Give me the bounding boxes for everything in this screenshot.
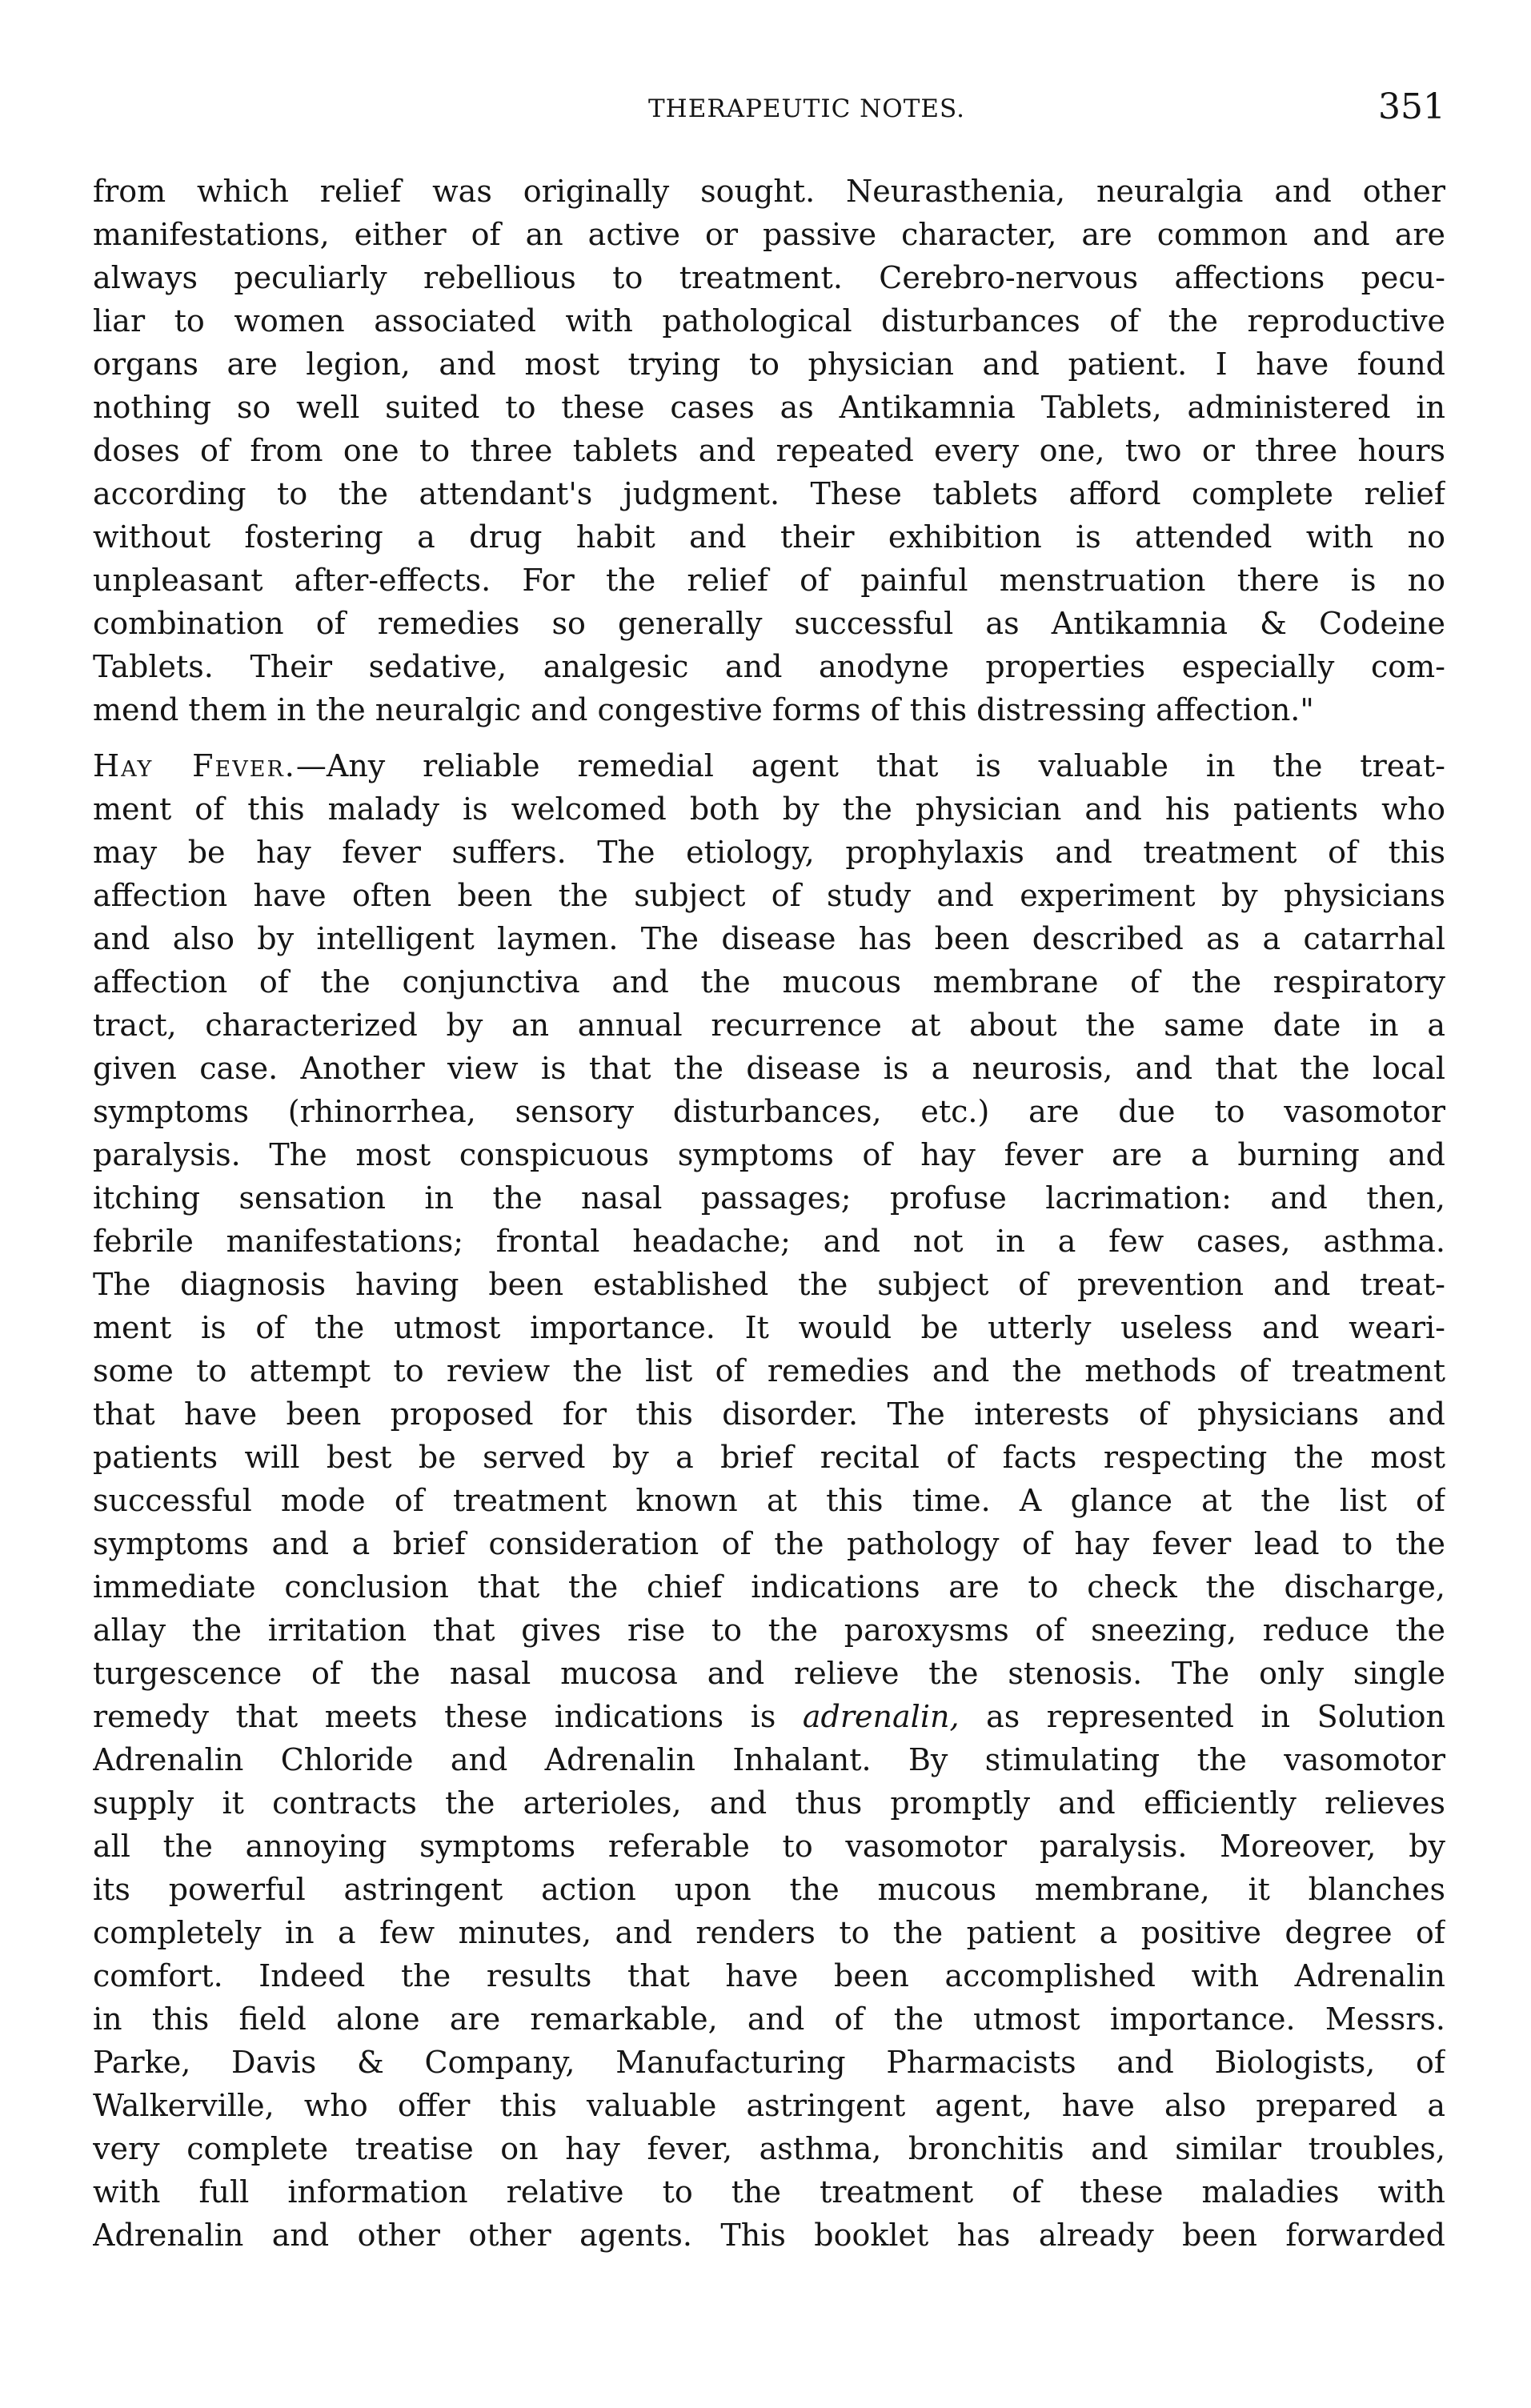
- text-run: remedy that meets these indications is: [93, 1699, 803, 1734]
- text-line: manifestations, either of an active or passive character, are common and are: [93, 217, 1445, 252]
- text-run: as represented in Solution: [959, 1699, 1445, 1734]
- text-line: ment is of the utmost importance. It would be utterly useless and weari-: [93, 1310, 1445, 1345]
- text-line: always peculiarly rebellious to treatment. Cerebro-nervous affections pecu-: [93, 260, 1445, 295]
- text-line: and also by intelligent laymen. The disease has been described as a catarrhal: [93, 921, 1445, 956]
- text-line: symptoms and a brief consideration of the pathology of hay fever lead to the: [93, 1526, 1445, 1561]
- paragraph-continuation: [93, 170, 1445, 731]
- text-line: some to attempt to review the list of remedies and the methods of treatment: [93, 1353, 1445, 1388]
- text-line: combination of remedies so generally successful as Antikamnia & Codeine: [93, 606, 1445, 641]
- text-line: mend them in the neuralgic and congestive forms of this distressing affection.": [93, 692, 1314, 727]
- text-line: tract, characterized by an annual recurrence at about the same date in a: [93, 1008, 1445, 1043]
- text-line: liar to women associated with pathological disturbances of the reproductive: [93, 303, 1445, 339]
- text-line: symptoms (rhinorrhea, sensory disturbances, etc.) are due to vasomotor: [93, 1094, 1445, 1129]
- text-line: organs are legion, and most trying to physician and patient. I have found: [93, 347, 1445, 382]
- text-line: supply it contracts the arterioles, and thus promptly and efficiently relieves: [93, 1785, 1445, 1821]
- text-line: may be hay fever suffers. The etiology, prophylaxis and treatment of this: [93, 835, 1445, 870]
- text-line: affection have often been the subject of study and experiment by physicians: [93, 878, 1445, 913]
- text-line: paralysis. The most conspicuous symptoms of hay fever are a burning and: [93, 1137, 1445, 1172]
- text-line: patients will best be served by a brief recital of facts respecting the most: [93, 1440, 1445, 1475]
- paragraph-hay-fever: [93, 744, 1445, 2257]
- section-heading: Hay Fever.: [93, 748, 296, 783]
- page-number: 351: [1378, 86, 1445, 127]
- text-line: unpleasant after-effects. For the relief of painful menstruation there is no: [93, 563, 1445, 598]
- text-line: Parke, Davis & Company, Manufacturing Pharmacists and Biologists, of: [93, 2045, 1445, 2080]
- text-line: completely in a few minutes, and renders to the patient a positive degree of: [93, 1915, 1445, 1950]
- text-line-with-heading: [93, 744, 1445, 787]
- text-line: comfort. Indeed the results that have been accomplished with Adrenalin: [93, 1958, 1445, 1993]
- text-line: ment of this malady is welcomed both by the physician and his patients who: [93, 791, 1445, 827]
- text-line: turgescence of the nasal mucosa and relieve the stenosis. The only single: [93, 1656, 1445, 1691]
- text-line: Tablets. Their sedative, analgesic and anodyne properties especially com-: [93, 649, 1445, 684]
- text-line: with full information relative to the treatment of these maladies with: [93, 2174, 1445, 2210]
- text-line: all the annoying symptoms referable to vasomotor paralysis. Moreover, by: [93, 1829, 1445, 1864]
- text-run: —Any reliable remedial agent that is valuable in the treat-: [295, 748, 1445, 783]
- text-line: Walkerville, who offer this valuable astringent agent, have also prepared a: [93, 2088, 1445, 2123]
- text-line: given case. Another view is that the disease is a neurosis, and that the local: [93, 1051, 1445, 1086]
- text-line: according to the attendant's judgment. These tablets afford complete relief: [93, 476, 1445, 511]
- text-line: febrile manifestations; frontal headache; and not in a few cases, asthma.: [93, 1224, 1445, 1259]
- text-line: its powerful astringent action upon the mucous membrane, it blanches: [93, 1872, 1445, 1907]
- text-line: affection of the conjunctiva and the mucous membrane of the respiratory: [93, 964, 1445, 1000]
- text-line: very complete treatise on hay fever, asthma, bronchitis and similar troubles,: [93, 2131, 1445, 2166]
- text-line: from which relief was originally sought. Neurasthenia, neuralgia and other: [93, 174, 1445, 209]
- italic-term: adrenalin,: [802, 1699, 960, 1734]
- text-line: without fostering a drug habit and their exhibition is attended with no: [93, 519, 1445, 555]
- text-line: Adrenalin Chloride and Adrenalin Inhalant. By stimulating the vasomotor: [93, 1742, 1445, 1777]
- text-line: The diagnosis having been established the subject of prevention and treat-: [93, 1267, 1445, 1302]
- text-line: allay the irritation that gives rise to the paroxysms of sneezing, reduce the: [93, 1613, 1445, 1648]
- text-line: successful mode of treatment known at this time. A glance at the list of: [93, 1483, 1445, 1518]
- text-line: immediate conclusion that the chief indications are to check the discharge,: [93, 1569, 1445, 1605]
- text-line: Adrenalin and other other agents. This booklet has already been forwarded: [93, 2218, 1445, 2253]
- running-title: THERAPEUTIC NOTES.: [648, 94, 966, 123]
- body-text: [93, 170, 1445, 2257]
- paragraph-gap: [93, 731, 1445, 744]
- text-line: that have been proposed for this disorder. The interests of physicians and: [93, 1396, 1445, 1432]
- text-line: nothing so well suited to these cases as Antikamnia Tablets, administered in: [93, 390, 1445, 425]
- running-header: [0, 80, 1531, 128]
- text-line: in this field alone are remarkable, and of the utmost importance. Messrs.: [93, 2001, 1445, 2037]
- text-line: doses of from one to three tablets and repeated every one, two or three hours: [93, 433, 1445, 468]
- text-line-with-italic: [93, 1695, 1445, 1738]
- text-line: itching sensation in the nasal passages; profuse lacrimation: and then,: [93, 1180, 1445, 1216]
